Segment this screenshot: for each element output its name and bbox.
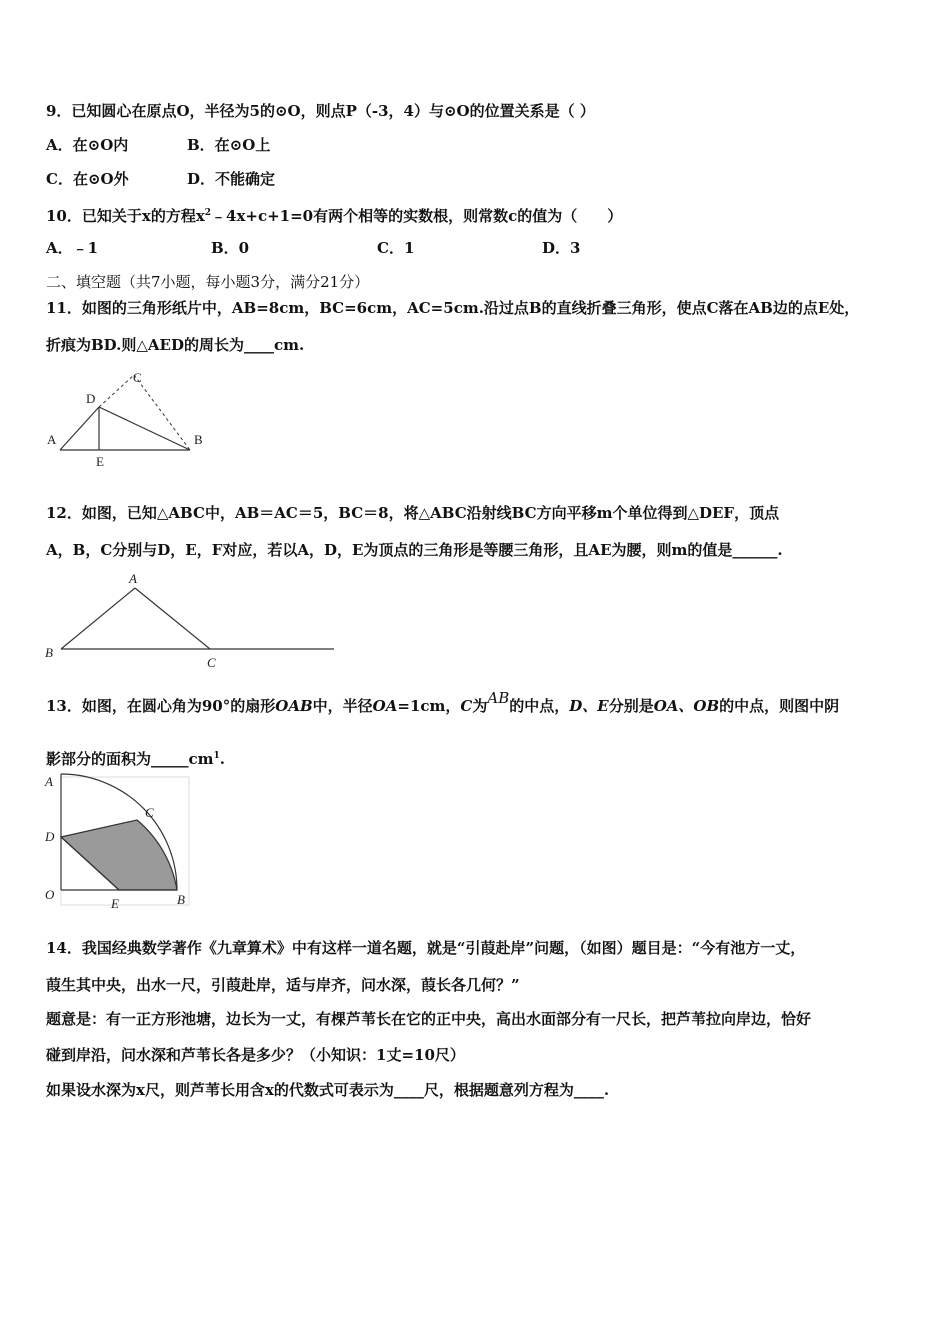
q13-label-o: O — [45, 887, 55, 902]
q11-line1: 11．如图的三角形纸片中，AB=8cm，BC=6cm，AC=5cm.沿过点B的直线折叠三角形，使点C落在AB边的点E处， — [46, 299, 860, 317]
q11-label-c: C — [133, 370, 142, 385]
q13-line2: 影部分的面积为$\_\_\_\_\_cm^1$. — [46, 750, 226, 768]
q13-line1: 13．如图，在圆心角为90°的扇形OAB中，半径OA=1cm，C为AB的中点，D、E分别是OA、OB的中点，则图中阴 — [46, 689, 840, 715]
q10-option-c: C．1 — [377, 239, 415, 257]
q10-option-d: D．3 — [542, 239, 581, 257]
q10-option-a: A．﹣1 — [46, 239, 99, 257]
q12-label-b: B — [45, 645, 53, 660]
q11-triangle-figure — [40, 365, 220, 475]
q9-option-b: B．在⊙O上 — [187, 136, 271, 154]
q10-stem: 10．已知关于x的方程$x^2﹣4x+c+1=0$有两个相等的实数根，则常数c的值为（ ） — [46, 207, 623, 225]
q12-line1: 12．如图，已知△ABC中，AB＝AC＝5，BC＝8，将△ABC沿射线BC方向平移m个单位得到△DEF，顶点 — [46, 504, 780, 522]
section-2-header: 二、填空题（共7小题，每小题3分，满分21分） — [46, 273, 370, 291]
q13-label-a: A — [45, 774, 53, 789]
q13-label-b: B — [177, 892, 185, 907]
q9-option-a: A．在⊙O内 — [46, 136, 129, 154]
q11-label-b: B — [194, 432, 203, 447]
q14-line1: 14．我国经典数学著作《九章算术》中有这样一道名题，就是“引葭赴岸”问题，（如图）题目是：“今有池方一丈， — [46, 939, 806, 957]
q12-triangle-figure — [40, 568, 340, 673]
q13-label-c: C — [145, 805, 154, 820]
q11-label-e: E — [96, 454, 104, 469]
q12-line2: A，B，C分别与D，E，F对应，若以A，D，E为顶点的三角形是等腰三角形，且AE为腰，则m的值是______. — [46, 541, 783, 559]
q9-stem: 9．已知圆心在原点O，半径为5的⊙O，则点P（-3，4）与⊙O的位置关系是（ ） — [46, 102, 595, 120]
q14-line2: 葭生其中央，出水一尺，引葭赴岸，适与岸齐，问水深，葭长各几何？” — [46, 976, 520, 994]
q12-label-c: C — [207, 655, 216, 670]
q11-line2: 折痕为BD.则△AED的周长为____cm. — [46, 336, 305, 354]
q12-label-a: A — [129, 571, 137, 586]
q13-label-e: E — [111, 896, 119, 911]
q11-label-d: D — [86, 391, 96, 406]
arc-ab-symbol: AB — [487, 689, 510, 707]
q14-line3: 题意是：有一正方形池塘，边长为一丈，有棵芦苇长在它的正中央，高出水面部分有一尺长，把芦苇拉向岸边，恰好 — [46, 1010, 812, 1028]
q13-label-d: D — [45, 829, 55, 844]
q9-option-c: C．在⊙O外 — [46, 170, 129, 188]
q10-option-b: B．0 — [211, 239, 250, 257]
q14-line5: 如果设水深为x尺，则芦苇长用含x的代数式可表示为____尺，根据题意列方程为____. — [46, 1081, 610, 1099]
q11-label-a: A — [47, 432, 57, 447]
q9-option-d: D．不能确定 — [187, 170, 276, 188]
q14-line4: 碰到岸沿，问水深和芦苇长各是多少？（小知识：1丈=10尺） — [46, 1046, 465, 1064]
q13-sector-figure — [40, 772, 195, 912]
